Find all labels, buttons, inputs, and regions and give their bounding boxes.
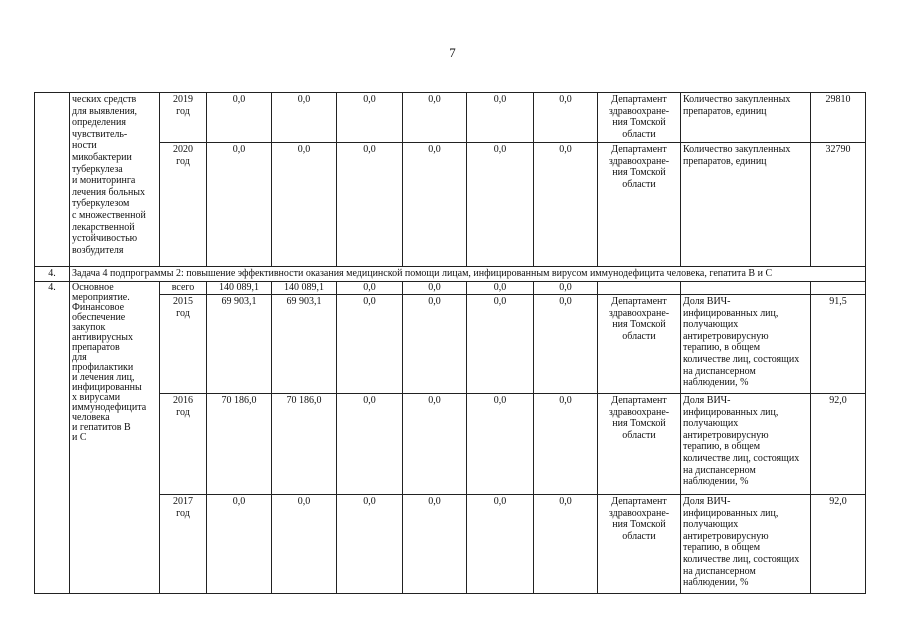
table-row	[35, 295, 866, 394]
amount-cell: 0,0	[207, 495, 272, 594]
indicator-cell: Количество закупленных препаратов, единиц	[681, 143, 811, 267]
amount-cell: 0,0	[403, 143, 467, 267]
page-number: 7	[449, 45, 456, 60]
amount-cell: 0,0	[207, 143, 272, 267]
year-cell: всего	[160, 282, 207, 295]
amount-cell: 0,0	[534, 282, 598, 295]
amount-cell: 0,0	[337, 295, 403, 394]
amount-cell: 0,0	[467, 495, 534, 594]
indicator-cell	[681, 282, 811, 295]
department-cell: Департамент здравоохране- ния Томской области	[598, 295, 681, 394]
amount-cell: 0,0	[403, 394, 467, 495]
amount-cell: 0,0	[467, 93, 534, 143]
department-cell: Департамент здравоохране- ния Томской области	[598, 143, 681, 267]
year-cell: 2015 год	[160, 295, 207, 394]
amount-cell: 0,0	[272, 93, 337, 143]
table-row	[35, 93, 866, 143]
amount-cell: 0,0	[534, 495, 598, 594]
row-number-cell	[35, 93, 70, 267]
indicator-value-cell: 92,0	[811, 394, 866, 495]
amount-cell: 0,0	[207, 93, 272, 143]
amount-cell: 0,0	[534, 143, 598, 267]
amount-cell: 0,0	[403, 282, 467, 295]
amount-cell: 0,0	[534, 93, 598, 143]
task-title-cell: Задача 4 подпрограммы 2: повышение эффективности оказания медицинской помощи лицам, инфицированным вирусом иммунодефицита человека, гепатита В и С	[70, 267, 866, 282]
table-row	[35, 495, 866, 594]
amount-cell: 0,0	[337, 495, 403, 594]
department-cell: Департамент здравоохране- ния Томской области	[598, 495, 681, 594]
indicator-cell: Доля ВИЧ- инфицированных лиц, получающих антиретровирусную терапию, в общем количестве лиц, состоящих на диспансерном наблюдении, %	[681, 495, 811, 594]
amount-cell: 0,0	[534, 394, 598, 495]
table-row	[35, 143, 866, 267]
program-table	[34, 92, 866, 594]
indicator-cell: Доля ВИЧ- инфицированных лиц, получающих антиретровирусную терапию, в общем количестве лиц, состоящих на диспансерном наблюдении, %	[681, 295, 811, 394]
amount-cell: 69 903,1	[272, 295, 337, 394]
amount-cell: 0,0	[337, 282, 403, 295]
amount-cell: 0,0	[272, 143, 337, 267]
amount-cell: 0,0	[467, 282, 534, 295]
indicator-value-cell	[811, 282, 866, 295]
amount-cell: 70 186,0	[272, 394, 337, 495]
amount-cell: 0,0	[467, 143, 534, 267]
activity-name-cell: ческих средств для выявления, определения чувствитель- ности микобактерии туберкулеза и мониторинга лечения больных туберкулезом с множественной лекарственной устойчивостью возбудителя	[70, 93, 160, 267]
amount-cell: 0,0	[337, 394, 403, 495]
department-cell: Департамент здравоохране- ния Томской области	[598, 93, 681, 143]
activity-name-cell: Основное мероприятие. Финансовое обеспечение закупок антивирусных препаратов для профилактики и лечения лиц, инфицированны х вирусами иммунодефицита человека и гепатитов В и С	[70, 282, 160, 594]
amount-cell: 0,0	[403, 93, 467, 143]
table-row	[35, 394, 866, 495]
indicator-value-cell: 92,0	[811, 495, 866, 594]
indicator-value-cell: 29810	[811, 93, 866, 143]
amount-cell: 0,0	[272, 495, 337, 594]
indicator-value-cell: 32790	[811, 143, 866, 267]
amount-cell: 140 089,1	[207, 282, 272, 295]
task-number-cell: 4.	[35, 267, 70, 282]
indicator-value-cell: 91,5	[811, 295, 866, 394]
amount-cell: 0,0	[467, 394, 534, 495]
amount-cell: 0,0	[403, 495, 467, 594]
year-cell: 2017 год	[160, 495, 207, 594]
year-cell: 2019 год	[160, 93, 207, 143]
department-cell: Департамент здравоохране- ния Томской области	[598, 394, 681, 495]
amount-cell: 0,0	[337, 93, 403, 143]
department-cell	[598, 282, 681, 295]
indicator-cell: Доля ВИЧ- инфицированных лиц, получающих антиретровирусную терапию, в общем количестве лиц, состоящих на диспансерном наблюдении, %	[681, 394, 811, 495]
year-cell: 2016 год	[160, 394, 207, 495]
task-row	[35, 267, 866, 282]
amount-cell: 0,0	[403, 295, 467, 394]
table-row-total	[35, 282, 866, 295]
amount-cell: 0,0	[467, 295, 534, 394]
year-cell: 2020 год	[160, 143, 207, 267]
row-number-cell: 4.	[35, 282, 70, 594]
amount-cell: 0,0	[337, 143, 403, 267]
indicator-cell: Количество закупленных препаратов, единиц	[681, 93, 811, 143]
amount-cell: 140 089,1	[272, 282, 337, 295]
amount-cell: 69 903,1	[207, 295, 272, 394]
amount-cell: 0,0	[534, 295, 598, 394]
amount-cell: 70 186,0	[207, 394, 272, 495]
